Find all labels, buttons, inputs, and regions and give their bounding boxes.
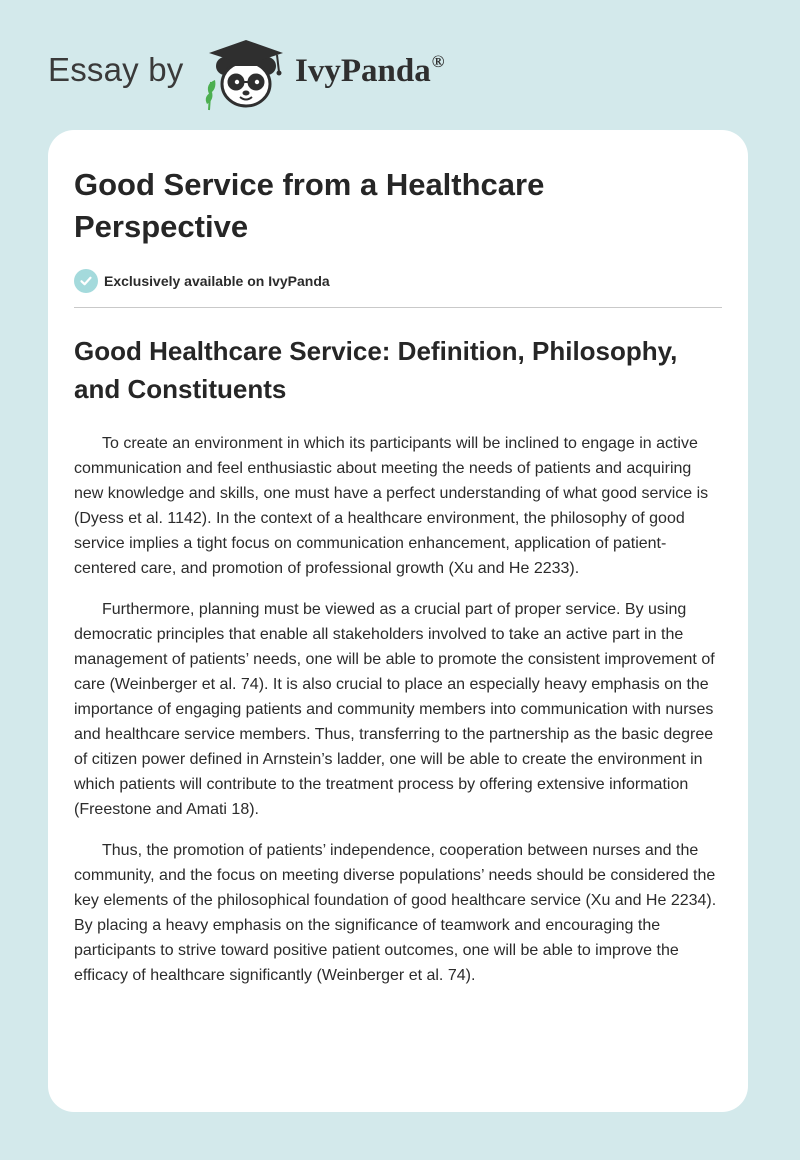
panda-graduate-icon[interactable] (203, 36, 289, 112)
check-circle-icon (74, 269, 98, 293)
page-title: Good Service from a Healthcare Perspective (74, 167, 545, 244)
brand-logo-text[interactable]: IvyPanda® (295, 52, 445, 89)
body-paragraph: To create an environment in which its participants will be inclined to engage in active communication and feel enthusiastic about meeting the needs of patients and acquiring new knowledge and skills, one must have a perfect understanding of what good service is (Dyess et al. 1142). In the context of a healthcare environment, the philosophy of good service implies a tight focus on communication enhancement, application of patient-centered care, and promotion of professional growth (Xu and He 2233). (74, 435, 709, 577)
divider (74, 307, 722, 308)
section-heading: Good Healthcare Service: Definition, Philosophy, and Constituents (74, 336, 678, 404)
body-paragraph: Furthermore, planning must be viewed as a crucial part of proper service. By using democratic principles that enable all stakeholders involved to take an active part in the management of patients’ needs, one will be able to promote the consistent improvement of care (Weinberger et al. 74). It is also crucial to place an especially heavy emphasis on the importance of engaging patients and community members into communication with nurses and healthcare service members. Thus, transferring to the partnership as the basic degree of citizen power defined in Arnstein’s ladder, one will be able to create the environment in which patients will contribute to the treatment process by offering extensive information (Freestone and Amati 18). (74, 601, 715, 818)
essay-by-label: Essay by (48, 51, 184, 88)
site-header (48, 30, 548, 110)
body-paragraph: Thus, the promotion of patients’ independence, cooperation between nurses and the community, and the focus on meeting diverse populations’ needs should be considered the key elements of the philosophical foundation of good healthcare service (Xu and He 2234). By placing a heavy emphasis on the significance of teamwork and encouraging the participants to strive toward positive patient outcomes, one will be able to improve the efficacy of healthcare significantly (Weinberger et al. 74). (74, 842, 717, 984)
exclusive-badge (74, 268, 722, 294)
essay-card (48, 130, 748, 1112)
exclusive-label: Exclusively available on IvyPanda (104, 273, 330, 289)
